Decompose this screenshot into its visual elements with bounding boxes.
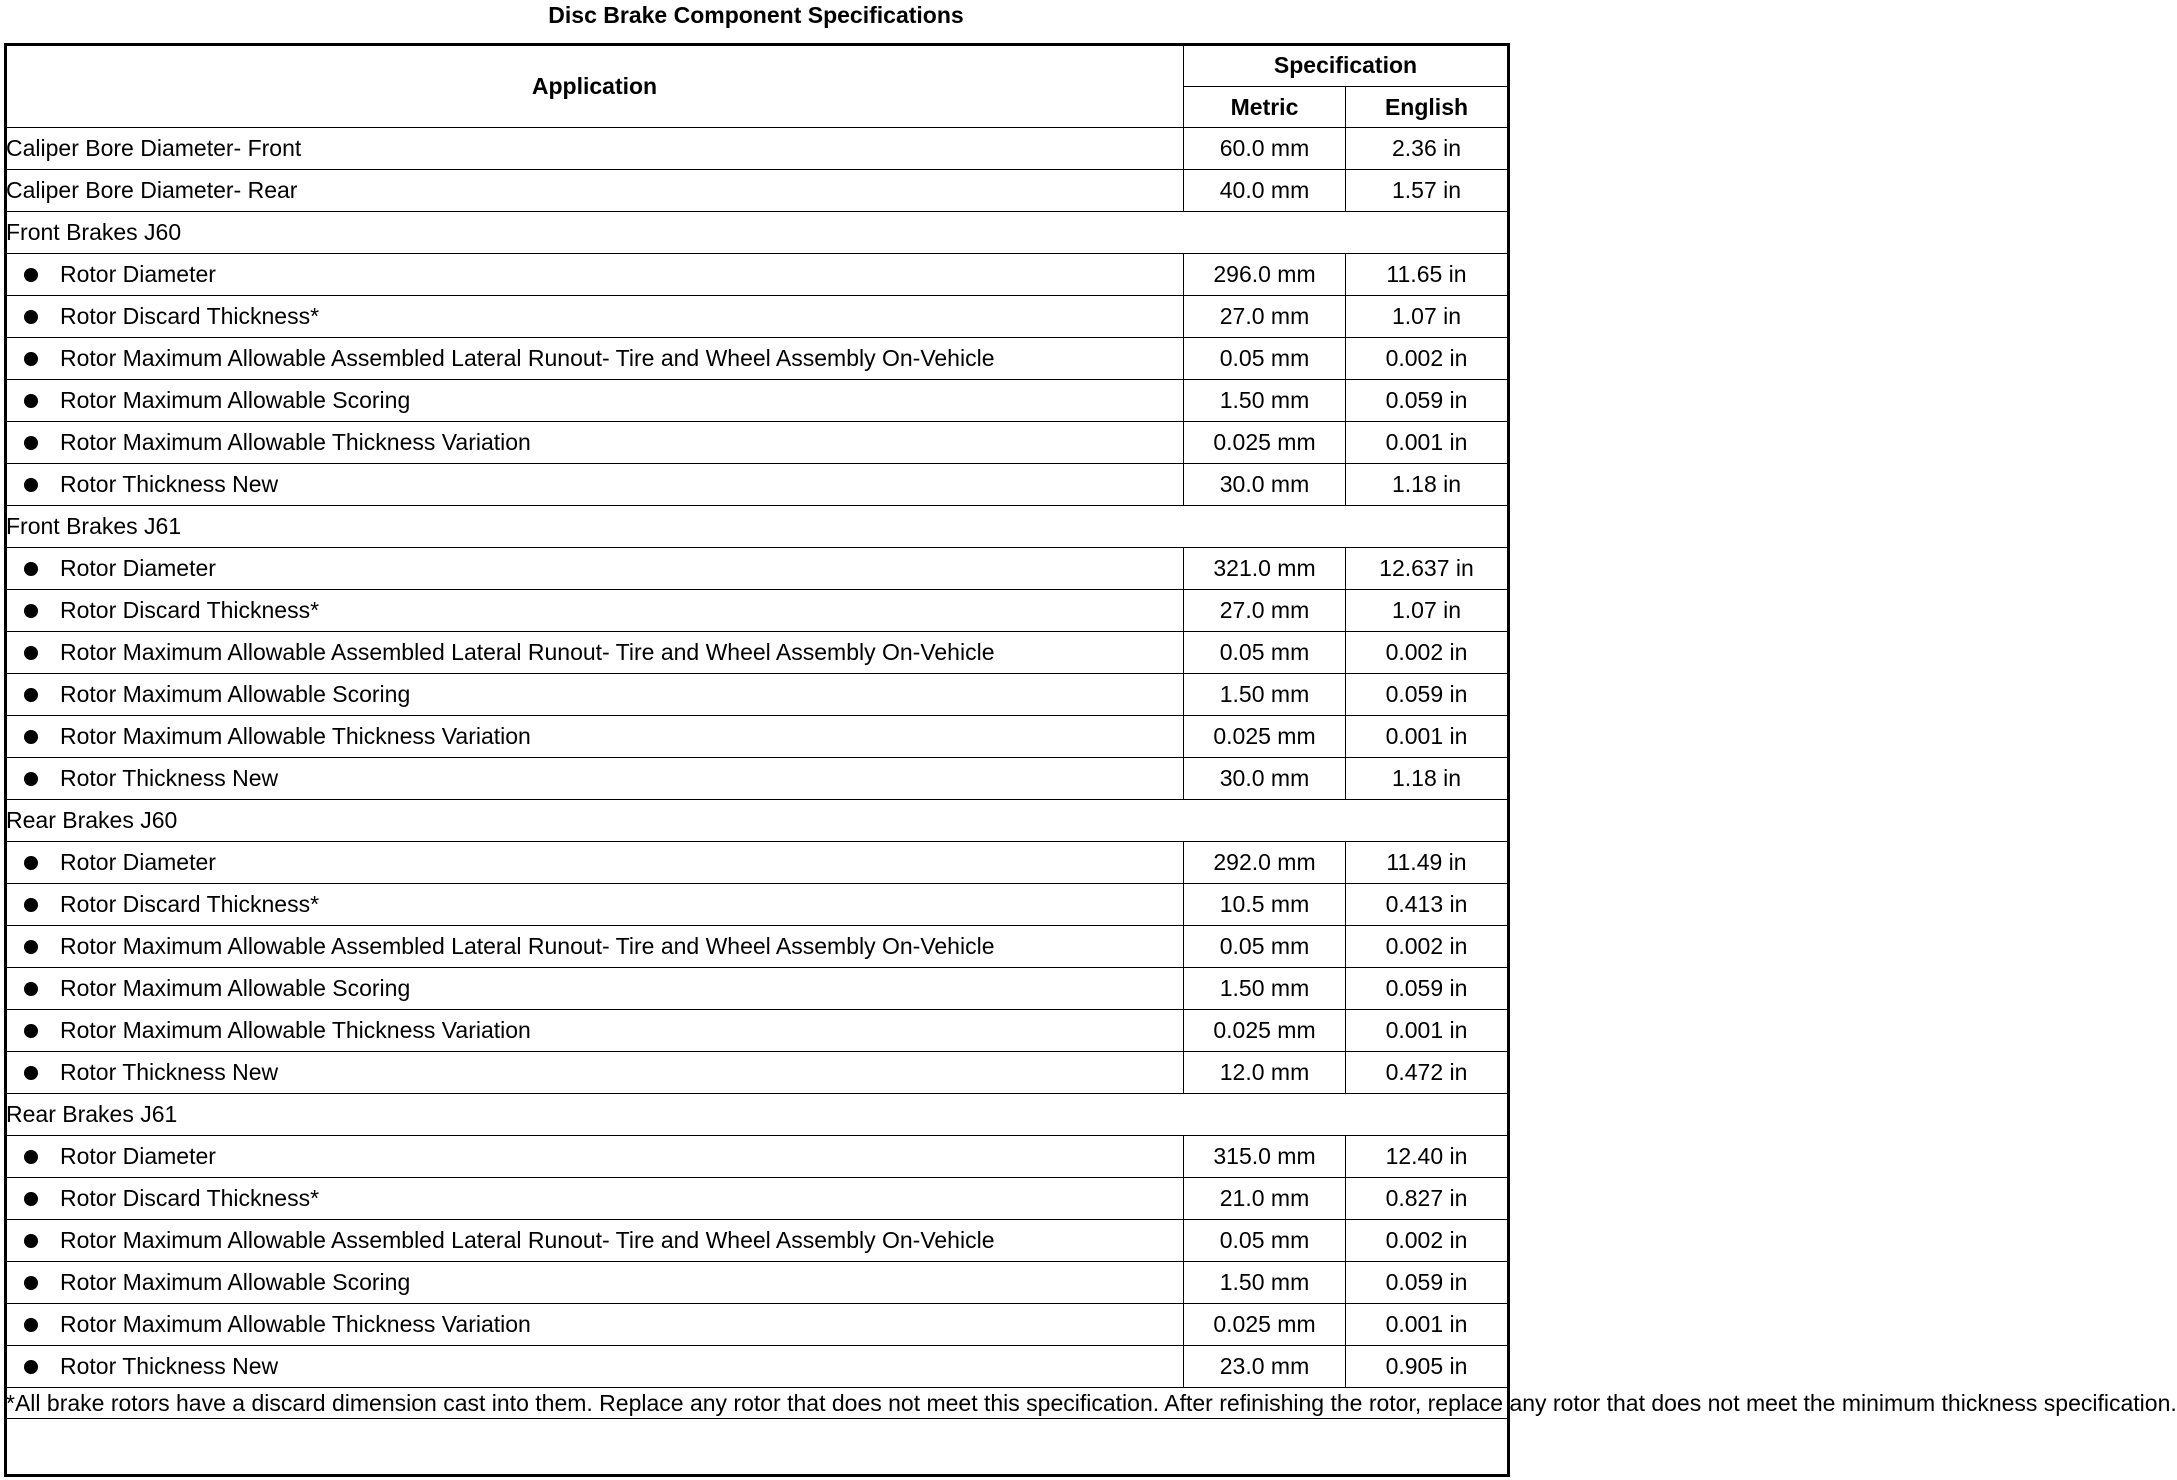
metric-value: 0.025 mm — [1184, 1010, 1346, 1052]
metric-value: 30.0 mm — [1184, 464, 1346, 506]
bullet-item — [6, 1143, 1183, 1170]
bullet-icon — [24, 352, 38, 366]
bullet-item — [6, 1017, 1183, 1044]
application-label: Rotor Maximum Allowable Scoring — [60, 975, 411, 1001]
english-value: 1.07 in — [1346, 296, 1508, 338]
bullet-icon — [24, 1360, 38, 1374]
bullet-icon — [24, 772, 38, 786]
application-label: Rotor Maximum Allowable Assembled Lateral Runout- Tire and Wheel Assembly On-Vehicle — [60, 345, 995, 371]
bullet-item — [6, 429, 1183, 456]
metric-value: 315.0 mm — [1184, 1136, 1346, 1178]
english-value: 0.001 in — [1346, 1304, 1508, 1346]
metric-value: 292.0 mm — [1184, 842, 1346, 884]
application-cell — [6, 422, 1184, 464]
metric-value: 23.0 mm — [1184, 1346, 1346, 1388]
bullet-item — [6, 471, 1183, 498]
application-label: Rotor Maximum Allowable Assembled Lateral Runout- Tire and Wheel Assembly On-Vehicle — [60, 933, 995, 959]
english-value: 0.472 in — [1346, 1052, 1508, 1094]
group-label: Rear Brakes J61 — [6, 1094, 1508, 1136]
application-cell — [6, 1220, 1184, 1262]
english-value: 0.002 in — [1346, 338, 1508, 380]
application-label: Rotor Maximum Allowable Thickness Variation — [60, 429, 531, 455]
english-value: 0.001 in — [1346, 422, 1508, 464]
metric-value: 0.025 mm — [1184, 1304, 1346, 1346]
metric-value: 1.50 mm — [1184, 674, 1346, 716]
metric-value: 0.025 mm — [1184, 422, 1346, 464]
bullet-icon — [24, 1150, 38, 1164]
application-label: Rotor Thickness New — [60, 1353, 279, 1379]
application-cell — [6, 842, 1184, 884]
application-cell — [6, 926, 1184, 968]
group-header-row — [6, 800, 1508, 842]
table-row — [6, 464, 1508, 506]
application-cell — [6, 464, 1184, 506]
group-label: Front Brakes J61 — [6, 506, 1508, 548]
header-specification: Specification — [1184, 45, 1508, 87]
metric-value: 0.05 mm — [1184, 632, 1346, 674]
bullet-icon — [24, 898, 38, 912]
bullet-icon — [24, 436, 38, 450]
application-cell — [6, 1304, 1184, 1346]
metric-value: 21.0 mm — [1184, 1178, 1346, 1220]
application-cell — [6, 338, 1184, 380]
bullet-item — [6, 723, 1183, 750]
table-row — [6, 1262, 1508, 1304]
bullet-icon — [24, 940, 38, 954]
metric-value: 1.50 mm — [1184, 1262, 1346, 1304]
english-value: 0.059 in — [1346, 380, 1508, 422]
bullet-icon — [24, 1024, 38, 1038]
bullet-item — [6, 345, 1183, 372]
table-row — [6, 590, 1508, 632]
bullet-icon — [24, 268, 38, 282]
footnote-row — [6, 1388, 1508, 1419]
group-header-row — [6, 506, 1508, 548]
application-label: Rotor Maximum Allowable Scoring — [60, 1269, 411, 1295]
bullet-icon — [24, 1192, 38, 1206]
english-value: 1.57 in — [1346, 170, 1508, 212]
bullet-icon — [24, 1318, 38, 1332]
table-row — [6, 632, 1508, 674]
application-cell: Caliper Bore Diameter- Front — [6, 128, 1184, 170]
bullet-item — [6, 933, 1183, 960]
application-cell — [6, 1346, 1184, 1388]
bullet-icon — [24, 310, 38, 324]
english-value: 11.65 in — [1346, 254, 1508, 296]
table-row — [6, 1346, 1508, 1388]
bullet-item — [6, 387, 1183, 414]
bullet-icon — [24, 982, 38, 996]
application-cell — [6, 254, 1184, 296]
application-label: Rotor Maximum Allowable Scoring — [60, 681, 411, 707]
application-cell — [6, 884, 1184, 926]
group-header-row — [6, 1094, 1508, 1136]
application-cell — [6, 1052, 1184, 1094]
english-value: 0.413 in — [1346, 884, 1508, 926]
bullet-icon — [24, 478, 38, 492]
table-row — [6, 1052, 1508, 1094]
bullet-item — [6, 597, 1183, 624]
table-row — [6, 842, 1508, 884]
bullet-item — [6, 681, 1183, 708]
application-label: Rotor Maximum Allowable Scoring — [60, 387, 411, 413]
metric-value: 40.0 mm — [1184, 170, 1346, 212]
bullet-item — [6, 261, 1183, 288]
header-row-top — [6, 45, 1508, 87]
bullet-item — [6, 1185, 1183, 1212]
english-value: 0.827 in — [1346, 1178, 1508, 1220]
english-value: 0.002 in — [1346, 1220, 1508, 1262]
application-cell — [6, 968, 1184, 1010]
english-value: 11.49 in — [1346, 842, 1508, 884]
application-cell — [6, 1136, 1184, 1178]
application-label: Rotor Diameter — [60, 261, 216, 287]
metric-value: 27.0 mm — [1184, 296, 1346, 338]
table-row — [6, 1136, 1508, 1178]
table-row — [6, 422, 1508, 464]
metric-value: 30.0 mm — [1184, 758, 1346, 800]
bullet-icon — [24, 646, 38, 660]
bullet-item — [6, 303, 1183, 330]
bullet-item — [6, 1059, 1183, 1086]
bullet-icon — [24, 1066, 38, 1080]
bullet-item — [6, 849, 1183, 876]
table-row — [6, 128, 1508, 170]
english-value: 1.18 in — [1346, 464, 1508, 506]
application-cell — [6, 380, 1184, 422]
bullet-icon — [24, 394, 38, 408]
english-value: 0.059 in — [1346, 1262, 1508, 1304]
application-cell — [6, 758, 1184, 800]
table-row — [6, 1304, 1508, 1346]
metric-value: 60.0 mm — [1184, 128, 1346, 170]
metric-value: 1.50 mm — [1184, 380, 1346, 422]
metric-value: 296.0 mm — [1184, 254, 1346, 296]
metric-value: 0.025 mm — [1184, 716, 1346, 758]
table-row — [6, 296, 1508, 338]
application-cell — [6, 1262, 1184, 1304]
bullet-item — [6, 891, 1183, 918]
english-value: 0.002 in — [1346, 926, 1508, 968]
metric-value: 27.0 mm — [1184, 590, 1346, 632]
english-value: 0.002 in — [1346, 632, 1508, 674]
header-metric: Metric — [1184, 87, 1346, 128]
application-label: Rotor Diameter — [60, 1143, 216, 1169]
application-cell — [6, 716, 1184, 758]
english-value: 1.07 in — [1346, 590, 1508, 632]
table-row — [6, 1010, 1508, 1052]
bullet-item — [6, 1353, 1183, 1380]
table-row — [6, 170, 1508, 212]
table-row — [6, 758, 1508, 800]
application-cell — [6, 1178, 1184, 1220]
english-value: 0.001 in — [1346, 716, 1508, 758]
english-value: 0.001 in — [1346, 1010, 1508, 1052]
application-label: Rotor Diameter — [60, 555, 216, 581]
bullet-item — [6, 765, 1183, 792]
table-row — [6, 674, 1508, 716]
bullet-item — [6, 1269, 1183, 1296]
application-label: Rotor Thickness New — [60, 1059, 279, 1085]
application-label: Rotor Maximum Allowable Thickness Variation — [60, 723, 531, 749]
application-label: Rotor Diameter — [60, 849, 216, 875]
metric-value: 0.05 mm — [1184, 338, 1346, 380]
application-label: Rotor Maximum Allowable Assembled Lateral Runout- Tire and Wheel Assembly On-Vehicle — [60, 1227, 995, 1253]
english-value: 12.40 in — [1346, 1136, 1508, 1178]
application-cell — [6, 632, 1184, 674]
application-label: Rotor Thickness New — [60, 471, 279, 497]
table-row — [6, 716, 1508, 758]
table-row — [6, 968, 1508, 1010]
application-label: Rotor Maximum Allowable Thickness Variation — [60, 1017, 531, 1043]
table-row — [6, 548, 1508, 590]
table-row — [6, 380, 1508, 422]
english-value: 1.18 in — [1346, 758, 1508, 800]
bullet-item — [6, 1227, 1183, 1254]
table-row — [6, 1178, 1508, 1220]
metric-value: 0.05 mm — [1184, 1220, 1346, 1262]
application-label: Rotor Discard Thickness* — [60, 597, 320, 623]
application-cell: Caliper Bore Diameter- Rear — [6, 170, 1184, 212]
bullet-item — [6, 555, 1183, 582]
table-row — [6, 926, 1508, 968]
bullet-icon — [24, 1234, 38, 1248]
bullet-item — [6, 975, 1183, 1002]
english-value: 0.905 in — [1346, 1346, 1508, 1388]
header-application: Application — [6, 45, 1184, 128]
application-label: Rotor Discard Thickness* — [60, 1185, 320, 1211]
bullet-item — [6, 1311, 1183, 1338]
metric-value: 0.05 mm — [1184, 926, 1346, 968]
table-row — [6, 254, 1508, 296]
table-row — [6, 338, 1508, 380]
metric-value: 12.0 mm — [1184, 1052, 1346, 1094]
english-value: 12.637 in — [1346, 548, 1508, 590]
bullet-icon — [24, 604, 38, 618]
bullet-icon — [24, 1276, 38, 1290]
application-cell — [6, 296, 1184, 338]
english-value: 2.36 in — [1346, 128, 1508, 170]
application-cell — [6, 548, 1184, 590]
application-cell — [6, 674, 1184, 716]
metric-value: 321.0 mm — [1184, 548, 1346, 590]
application-cell — [6, 1010, 1184, 1052]
bullet-icon — [24, 730, 38, 744]
group-header-row — [6, 212, 1508, 254]
header-english: English — [1346, 87, 1508, 128]
bullet-item — [6, 639, 1183, 666]
application-label: Rotor Discard Thickness* — [60, 303, 320, 329]
application-label: Rotor Maximum Allowable Thickness Variation — [60, 1311, 531, 1337]
group-label: Front Brakes J60 — [6, 212, 1508, 254]
application-label: Rotor Maximum Allowable Assembled Lateral Runout- Tire and Wheel Assembly On-Vehicle — [60, 639, 995, 665]
bullet-icon — [24, 562, 38, 576]
english-value: 0.059 in — [1346, 674, 1508, 716]
table-row — [6, 1220, 1508, 1262]
application-cell — [6, 590, 1184, 632]
metric-value: 1.50 mm — [1184, 968, 1346, 1010]
table-row — [6, 884, 1508, 926]
english-value: 0.059 in — [1346, 968, 1508, 1010]
bullet-icon — [24, 688, 38, 702]
metric-value: 10.5 mm — [1184, 884, 1346, 926]
application-label: Rotor Discard Thickness* — [60, 891, 320, 917]
spec-table — [5, 44, 2177, 1419]
footnote: *All brake rotors have a discard dimension cast into them. Replace any rotor that does not meet this specification. After refinishing the rotor, replace any rotor that does not meet the minimum thickness specification. — [6, 1388, 1508, 1419]
page-title: Disc Brake Component Specifications — [548, 2, 964, 28]
bullet-icon — [24, 856, 38, 870]
application-label: Rotor Thickness New — [60, 765, 279, 791]
group-label: Rear Brakes J60 — [6, 800, 1508, 842]
